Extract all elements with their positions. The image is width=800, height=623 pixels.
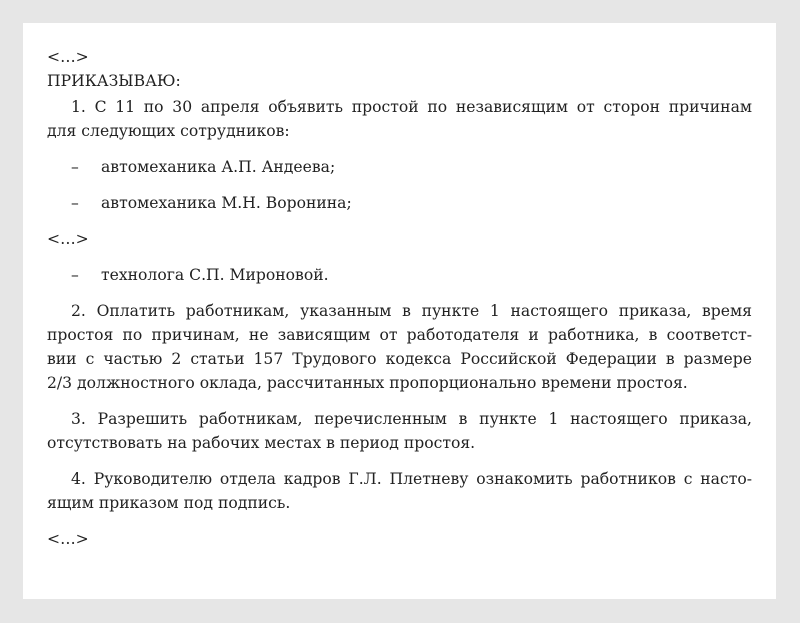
item-3-line-1: 3. Разрешить работникам, перечисленным в пункте 1 настоящего приказа, [71,410,752,428]
bullet-text: автомеханика М.Н. Воронина; [101,194,352,212]
item-4-line-2: ящим приказом под подпись. [47,494,291,512]
ellipsis-bottom: <…> [47,530,89,548]
item-1-line-1: 1. С 11 по 30 апреля объявить простой по независящим от сторон причинам [71,98,752,116]
bullet-text: технолога С.П. Мироновой. [101,266,329,284]
document-sheet [23,23,776,599]
bullet-list-a [47,155,752,215]
bullet-text: автомеханика А.П. Андеева; [101,158,336,176]
bullet-item [47,155,752,179]
item-2-line-3: вии с частью 2 статьи 157 Трудового кодекса Российской Федерации в размере [47,350,752,368]
order-heading: ПРИКАЗЫВАЮ: [47,72,181,90]
item-4 [47,467,752,515]
item-4-line-1: 4. Руководителю отдела кадров Г.Л. Плетневу ознакомить работников с насто- [71,470,752,488]
ellipsis-top: <…> [47,48,89,66]
item-2-line-4: 2/3 должностного оклада, рассчитанных пропорционально времени простоя. [47,374,688,392]
item-3 [47,407,752,455]
ellipsis-mid: <…> [47,230,89,248]
item-2-line-2: простоя по причинам, не зависящим от работодателя и работника, в соответст- [47,326,752,344]
item-1 [47,95,752,143]
bullet-item [47,263,752,287]
bullet-list-b [47,263,752,287]
item-2 [47,299,752,395]
item-1-line-2: для следующих сотрудников: [47,122,290,140]
item-3-line-2: отсутствовать на рабочих местах в период простоя. [47,434,476,452]
bullet-dash: – [71,158,79,176]
bullet-item [47,191,752,215]
item-2-line-1: 2. Оплатить работникам, указанным в пункте 1 настоящего приказа, время [71,302,752,320]
bullet-dash: – [71,266,79,284]
bullet-dash: – [71,194,79,212]
